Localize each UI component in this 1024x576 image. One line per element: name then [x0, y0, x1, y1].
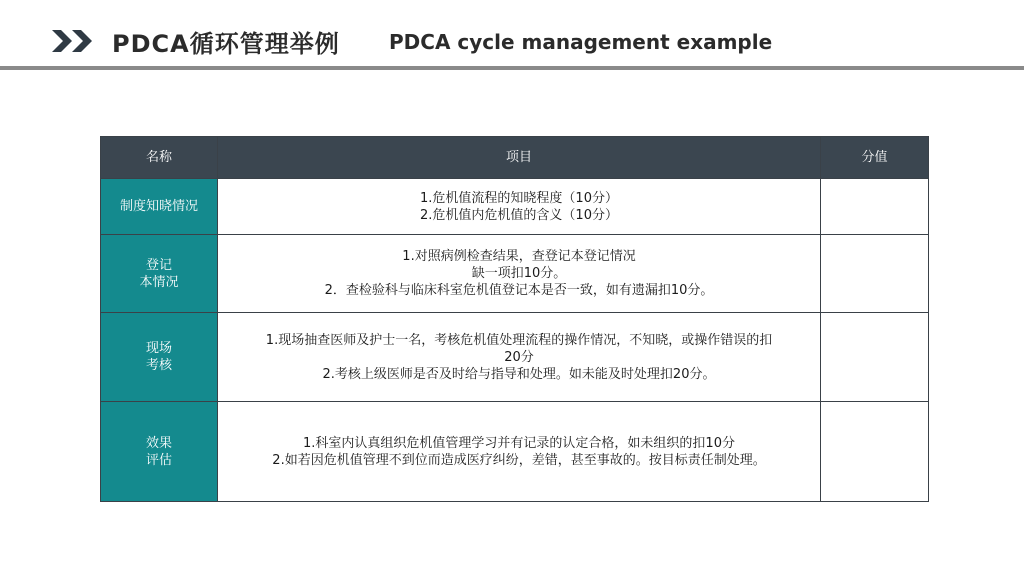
pdca-table: [100, 136, 929, 502]
row-name-line: 本情况: [139, 274, 179, 290]
row-name-line: 登记: [145, 257, 172, 273]
row-item-line: 2.如若因危机值管理不到位而造成医疗纠纷，差错，甚至事故的。按目标责任制处理。: [272, 452, 766, 468]
row-name-line: 效果: [145, 435, 172, 451]
row-name-line: 制度知晓情况: [119, 199, 198, 214]
row-item-cell: [218, 179, 821, 235]
row-name-line: 现场: [145, 341, 172, 356]
column-header-name: 名称: [101, 137, 218, 179]
table-row: [101, 402, 929, 502]
row-name-cell: [101, 402, 218, 502]
row-score-cell: [821, 179, 929, 235]
header-divider: [0, 66, 1024, 70]
row-item-line: 1.现场抽查医师及护士一名，考核危机值处理流程的操作情况，不知晓，或操作错误的扣: [265, 332, 773, 348]
row-item-cell: [218, 402, 821, 502]
row-item-line: 2.危机值内危机值的含义（10分）: [420, 207, 618, 223]
row-name-cell: [101, 179, 218, 235]
table-header-row: [101, 137, 929, 179]
row-name-cell: [101, 313, 218, 402]
row-item-line: 2.考核上级医师是否及时给与指导和处理。如未能及时处理扣20分。: [322, 366, 716, 382]
row-item-line: 缺一项扣10分。: [471, 266, 567, 281]
row-name-line: 评估: [145, 452, 172, 468]
row-item-line: 1.对照病例检查结果，查登记本登记情况: [402, 249, 636, 264]
table-row: [101, 313, 929, 402]
table-row: [101, 235, 929, 313]
row-name-line: 考核: [145, 358, 172, 373]
column-header-score: 分值: [821, 137, 929, 179]
row-item-cell: [218, 313, 821, 402]
page-title-english: PDCA cycle management example: [389, 30, 773, 54]
table-row: [101, 179, 929, 235]
row-item-line: 20分: [504, 349, 534, 365]
row-name-cell: [101, 235, 218, 313]
row-item-line: 2．查检验科与临床科室危机值登记本是否一致，如有遗漏扣10分。: [324, 283, 714, 298]
page-title-chinese: PDCA循环管理举例: [112, 30, 340, 58]
slide-header: [0, 0, 1024, 72]
row-item-cell: [218, 235, 821, 313]
column-header-item: 项目: [218, 137, 821, 179]
row-item-line: 1.危机值流程的知晓程度（10分）: [420, 190, 618, 206]
double-chevron-right-icon: [52, 30, 96, 52]
row-score-cell: [821, 235, 929, 313]
row-score-cell: [821, 313, 929, 402]
row-item-line: 1.科室内认真组织危机值管理学习并有记录的认定合格，如未组织的扣10分: [303, 435, 735, 451]
row-score-cell: [821, 402, 929, 502]
